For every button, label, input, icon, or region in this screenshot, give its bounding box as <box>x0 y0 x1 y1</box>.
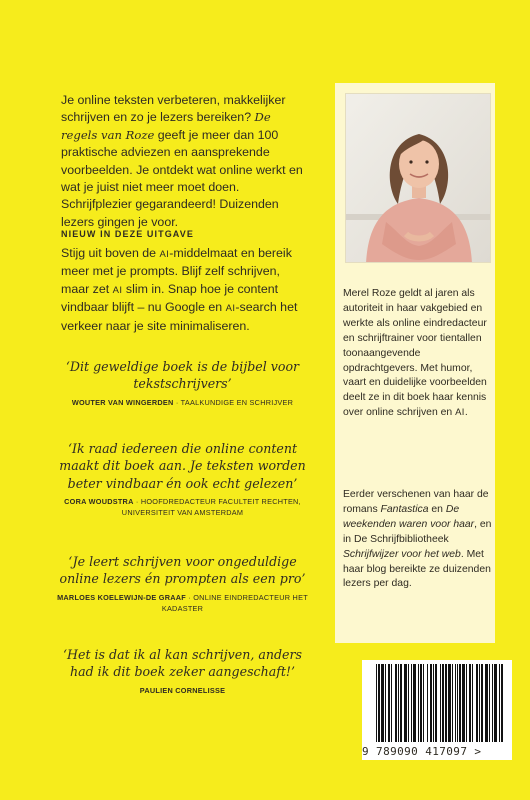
quote-role: · TAALKUNDIGE EN SCHRIJVER <box>173 397 294 407</box>
intro-paragraph <box>61 92 306 231</box>
barcode-bar <box>418 664 419 742</box>
barcode-bar <box>469 664 471 742</box>
new-text-4: -search het verkeer naar je site minimaliseren. <box>61 300 298 333</box>
author-photo <box>345 93 491 263</box>
author-panel <box>335 83 495 643</box>
barcode-bar <box>492 664 493 742</box>
review-quote <box>50 358 315 408</box>
quote-author: MARLOES KOELEWIJN-DE GRAAF <box>57 592 187 602</box>
barcode-bar <box>455 664 456 742</box>
review-quote <box>50 646 315 696</box>
barcode-bars <box>362 660 512 746</box>
barcode-bar <box>385 664 386 742</box>
barcode-bar <box>395 664 397 742</box>
quote-author: CORA WOUDSTRA <box>64 497 134 507</box>
barcode-bar <box>408 664 409 742</box>
ai-abbr: AI <box>225 303 236 315</box>
barcode-bar <box>499 664 500 742</box>
new-edition-heading: NIEUW IN DEZE UITGAVE <box>61 229 194 239</box>
quote-text: ‘Ik raad iedereen die online content maakt dit boek aan. Je teksten worden beter vindbaar én ook echt gelezen’ <box>59 441 306 491</box>
barcode <box>362 660 512 760</box>
barcode-bar <box>430 664 432 742</box>
barcode-bar <box>494 664 497 742</box>
barcode-bar <box>489 664 490 742</box>
barcode-bar <box>459 664 461 742</box>
quote-author: PAULIEN CORNELISSE <box>139 685 226 695</box>
barcode-bar <box>398 664 399 742</box>
barcode-bar <box>381 664 384 742</box>
author-bio <box>343 287 493 421</box>
barcode-bar <box>466 664 467 742</box>
quote-attribution <box>50 685 315 696</box>
biblio-text: , en in De Schrijfbibliotheek <box>343 518 492 545</box>
new-text-2: -middelmaat en bereik meer met je prompts. Blijf zelf schrijven, maar zet <box>61 246 292 296</box>
quote-attribution <box>50 592 315 614</box>
barcode-bar <box>452 664 453 742</box>
new-text-1: Stijg uit boven de <box>61 246 160 260</box>
barcode-bar <box>378 664 380 742</box>
bio-text-end: . <box>464 407 468 419</box>
barcode-bar <box>423 664 424 742</box>
bio-text: Merel Roze geldt al jaren als autoriteit in haar vakgebied en werkte als online eindredacteur en schrijftrainer voor tientallen toonaangevende opdrachtgevers. Met humor, vaart en duidelijke voorbeelden deelt ze in dit boek haar kennis over online schrijven en <box>343 288 487 419</box>
intro-text-2: geeft je meer dan 100 praktische adviezen en aansprekende voorbeelden. Je ontdekt wat online werkt en wat je juist niet meer moet doen. Schrijfplezier gegarandeerd! Duizenden lezers gingen je voor. <box>61 127 303 229</box>
barcode-bar <box>472 664 473 742</box>
review-quote <box>50 440 315 518</box>
barcode-bar <box>448 664 451 742</box>
review-quote <box>50 553 315 614</box>
barcode-bar <box>501 664 503 742</box>
barcode-bar <box>442 664 444 742</box>
biblio-text: Eerder verschenen van haar de romans <box>343 489 489 515</box>
barcode-bar <box>485 664 488 742</box>
barcode-bar <box>400 664 402 742</box>
book-title-italic: Fantastica <box>380 503 429 515</box>
ai-abbr: AI <box>159 249 170 260</box>
barcode-bar <box>476 664 478 742</box>
quote-author: WOUTER VAN WINGERDEN <box>71 397 174 407</box>
book-title-italic: De weekenden waren voor haar <box>343 503 475 530</box>
ai-abbr: AI <box>455 407 465 419</box>
biblio-text: en <box>428 503 446 515</box>
barcode-bar <box>481 664 483 742</box>
book-title-italic: Schrijfwijzer voor het web <box>343 548 461 560</box>
barcode-bar <box>435 664 437 742</box>
author-bibliography <box>343 488 493 592</box>
barcode-bar <box>479 664 480 742</box>
quote-text: ‘Je leert schrijven voor ongeduldige online lezers én prompten als een pro’ <box>59 554 306 587</box>
intro-text-1: Je online teksten verbeteren, makkelijker schrijven en zo je lezers bereiken? <box>61 93 286 125</box>
ai-abbr: AI <box>112 284 123 296</box>
new-edition-paragraph <box>61 245 306 335</box>
barcode-bar <box>391 664 392 742</box>
quote-role: · ONLINE EINDREDACTEUR HET KADASTER <box>161 592 308 613</box>
biblio-text: . Met haar blog bereikte ze duizenden lezers per dag. <box>343 548 491 590</box>
barcode-bar <box>433 664 434 742</box>
quote-text: ‘Het is dat ik al kan schrijven, anders had ik dit boek zeker aangeschaft!’ <box>63 647 302 680</box>
barcode-bar <box>376 664 377 742</box>
barcode-bar <box>420 664 422 742</box>
quote-text: ‘Dit geweldige boek is de bijbel voor tekstschrijvers’ <box>65 359 300 392</box>
barcode-bar <box>440 664 441 742</box>
barcode-bar <box>445 664 447 742</box>
quote-attribution <box>50 397 315 408</box>
isbn-number: 9 789090 417097 > <box>362 745 482 758</box>
barcode-bar <box>457 664 458 742</box>
barcode-bar <box>413 664 416 742</box>
barcode-bar <box>427 664 428 742</box>
barcode-bar <box>462 664 465 742</box>
quote-role: · HOOFDREDACTEUR FACULTEIT RECHTEN, UNIVERSITEIT VAN AMSTERDAM <box>121 497 301 518</box>
book-title-italic: De regels van Roze <box>61 110 271 142</box>
quote-attribution <box>50 496 315 518</box>
barcode-bar <box>411 664 412 742</box>
barcode-bar <box>404 664 407 742</box>
barcode-bar <box>388 664 390 742</box>
new-text-3: slim in. Snap hoe je content vindbaar blijft – nu Google en <box>61 281 279 315</box>
